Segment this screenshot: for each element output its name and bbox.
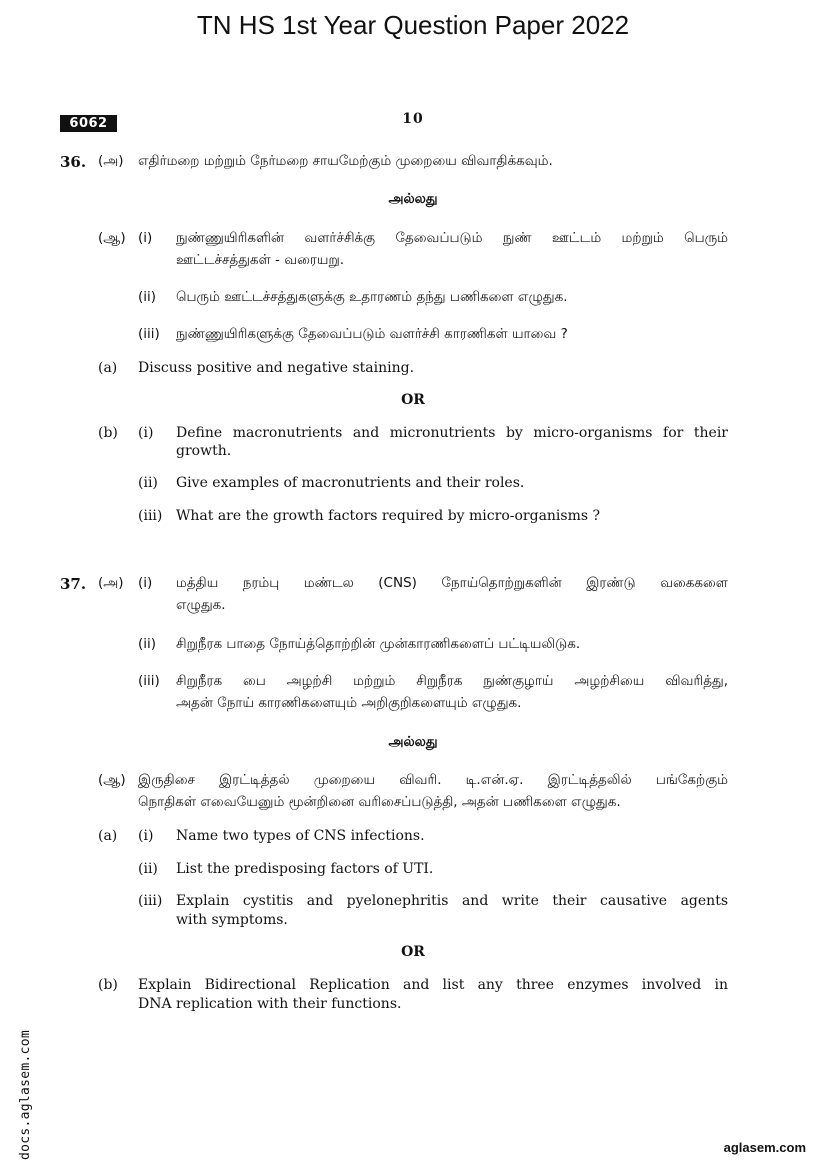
question-text-tamil: சிறுநீரக பாதை நோய்த்தொற்றின் முன்காரணிகளைப் பட்டியலிடுக. [176, 636, 581, 652]
question-text-english: Give examples of macronutrients and their roles. [176, 475, 525, 491]
footer-site-link[interactable]: aglasem.com [723, 1140, 806, 1155]
question-text-english: growth. [176, 443, 232, 459]
sub-marker: (ii) [138, 289, 157, 305]
question-text-tamil: பெரும் ஊட்டச்சத்துகளுக்கு உதாரணம் தந்து பணிகளை எழுதுக. [176, 289, 568, 305]
or-separator: OR [401, 944, 425, 960]
sub-marker: (ii) [138, 861, 158, 877]
question-text-english: with symptoms. [176, 912, 288, 928]
sub-marker: (iii) [138, 673, 160, 689]
option-marker: (ஆ) [98, 230, 126, 246]
option-marker: (a) [98, 828, 118, 844]
question-text-english: Explain cystitis and pyelonephritis and write their causative agents [176, 893, 728, 909]
paper-code-badge: 6062 [60, 115, 117, 132]
watermark-text: docs.aglasem.com [18, 1029, 33, 1160]
question-text-tamil: சிறுநீரக பை அழற்சி மற்றும் சிறுநீரக நுண்குழாய் அழற்சியை விவரித்து, [176, 673, 728, 689]
or-separator-tamil: அல்லது [388, 734, 438, 750]
option-marker: (b) [98, 425, 118, 441]
sub-marker: (ii) [138, 475, 158, 491]
question-text-english: DNA replication with their functions. [138, 996, 402, 1012]
question-text-tamil: எதிர்மறை மற்றும் நேர்மறை சாயமேற்கும் முறையை விவாதிக்கவும். [138, 153, 553, 169]
question-text-tamil: நுண்ணுயிரிகளின் வளர்ச்சிக்கு தேவைப்படும் நுண் ஊட்டம் மற்றும் பெரும் [176, 230, 728, 246]
question-text-english: What are the growth factors required by micro-organisms ? [176, 508, 601, 524]
or-separator: OR [401, 392, 425, 408]
page-number: 10 [402, 111, 424, 127]
question-text-english: Define macronutrients and micronutrients by micro-organisms for their [176, 425, 728, 441]
sub-marker: (iii) [138, 508, 163, 524]
option-marker: (b) [98, 977, 118, 993]
option-marker: (a) [98, 360, 118, 376]
question-text-tamil: நுண்ணுயிரிகளுக்கு தேவைப்படும் வளர்ச்சி காரணிகள் யாவை ? [176, 326, 568, 342]
question-text-english: Name two types of CNS infections. [176, 828, 425, 844]
option-marker: (ஆ) [98, 772, 126, 788]
option-marker: (அ) [98, 575, 124, 591]
sub-marker: (i) [138, 425, 154, 441]
sub-marker: (ii) [138, 636, 157, 652]
question-text-tamil: இருதிசை இரட்டித்தல் முறையை விவரி. டி.என்.ஏ. இரட்டித்தலில் பங்கேற்கும் [138, 772, 728, 788]
question-number: 36. [60, 153, 87, 171]
question-text-english: Explain Bidirectional Replication and list any three enzymes involved in [138, 977, 728, 993]
question-text-english: List the predisposing factors of UTI. [176, 861, 434, 877]
question-text-tamil: மத்திய நரம்பு மண்டல (CNS) நோய்தொற்றுகளின் இரண்டு வகைகளை [176, 575, 728, 591]
sub-marker: (i) [138, 230, 153, 246]
question-text-tamil: அதன் நோய் காரணிகளையும் அறிகுறிகளையும் எழுதுக. [176, 695, 522, 711]
or-separator-tamil: அல்லது [388, 191, 438, 207]
question-number: 37. [60, 575, 87, 593]
sub-marker: (i) [138, 575, 153, 591]
sub-marker: (i) [138, 828, 154, 844]
question-text-english: Discuss positive and negative staining. [138, 360, 415, 376]
page-title: TN HS 1st Year Question Paper 2022 [196, 10, 630, 40]
option-marker: (அ) [98, 153, 124, 169]
question-text-tamil: எழுதுக. [176, 597, 226, 613]
sub-marker: (iii) [138, 326, 160, 342]
question-text-tamil: நொதிகள் எவையேனும் மூன்றினை வரிசைப்படுத்தி, அதன் பணிகளை எழுதுக. [138, 794, 621, 810]
sub-marker: (iii) [138, 893, 163, 909]
question-text-tamil: ஊட்டச்சத்துகள் - வரையறு. [176, 252, 345, 268]
